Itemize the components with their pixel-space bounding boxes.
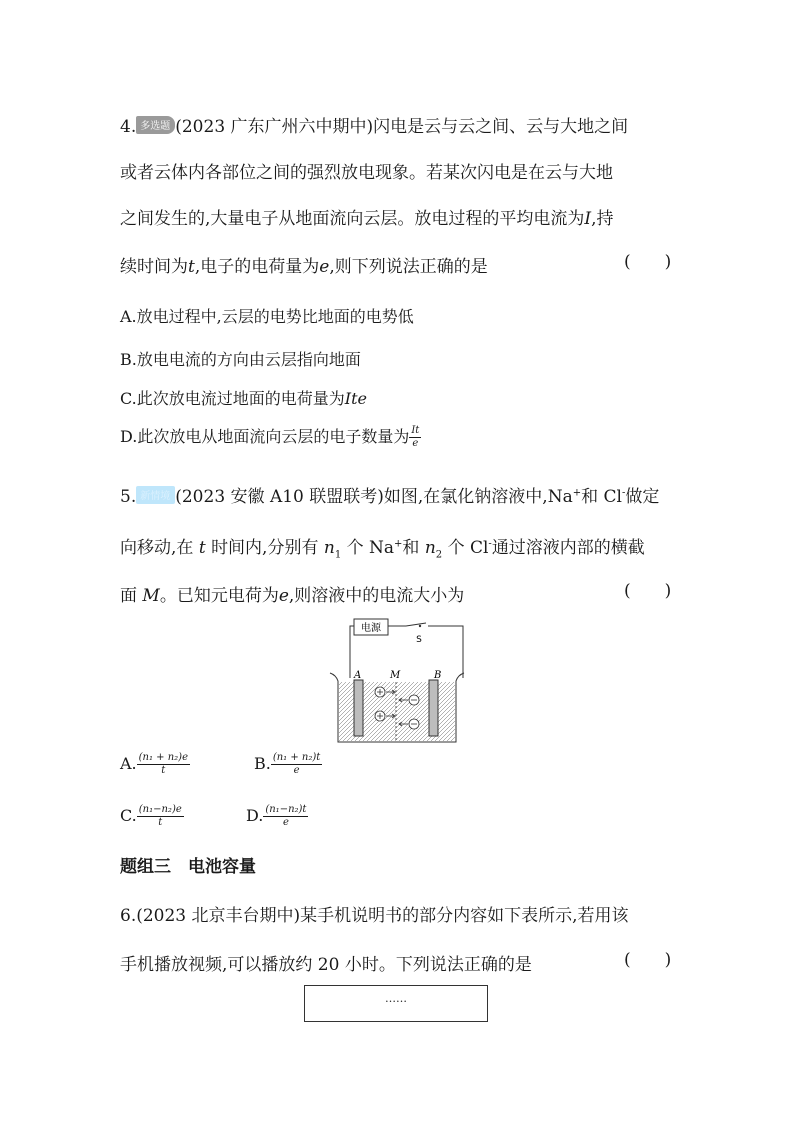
- var-M: M: [142, 586, 160, 606]
- power-label: 电源: [361, 623, 381, 634]
- q5-text: ,则溶液中的电流大小为: [288, 586, 465, 606]
- q5-text: 做定: [625, 487, 660, 507]
- q5-text: 向移动,在: [120, 538, 194, 558]
- q4-text: 续时间为: [120, 257, 188, 277]
- q5-line1: 5. 新情境 (2023 安徽 A10 联盟联考)如图,在氯化钠溶液中,Na+和 Cl-做定: [120, 487, 660, 507]
- option-prefix: B.: [254, 754, 271, 773]
- q4-answer-paren[interactable]: ( ): [624, 252, 672, 272]
- fraction: [409, 425, 421, 450]
- q5-option-d[interactable]: [246, 804, 308, 829]
- option-text: C.此次放电流过地面的电荷量为: [120, 389, 345, 408]
- q5-text: 和 Cl: [581, 487, 622, 507]
- fraction-numerator: (n₁ + n₂)e: [138, 752, 188, 763]
- table-ellipsis: ……: [385, 992, 407, 1005]
- option-prefix: C.: [120, 806, 137, 825]
- fraction-numerator: (n₁−n₂)t: [265, 804, 307, 815]
- fraction-denominator: t: [161, 765, 166, 776]
- q4-option-d[interactable]: [120, 424, 421, 450]
- q5-option-c[interactable]: [120, 804, 184, 829]
- q4-option-a[interactable]: A.放电过程中,云层的电势比地面的电势低: [120, 307, 414, 326]
- q4-text: ,则下列说法正确的是: [329, 257, 488, 277]
- q6-line2: 手机播放视频,可以播放约 20 小时。下列说法正确的是: [120, 955, 532, 975]
- electrode-b: [429, 680, 438, 736]
- q4-line4: [120, 252, 488, 277]
- q5-text: 通过溶液内部的横截: [491, 538, 645, 558]
- electrolysis-diagram: [326, 618, 466, 746]
- q5-text: 面: [120, 586, 137, 606]
- option-text: D.此次放电从地面流向云层的电子数量为: [120, 427, 410, 446]
- var-e: e: [278, 586, 289, 606]
- label-A: A: [354, 670, 362, 681]
- q5-text: 时间内,分别有: [211, 538, 319, 558]
- fraction: [263, 804, 308, 829]
- switch-label: S: [416, 635, 422, 645]
- q4-text: ,持: [591, 209, 614, 229]
- fraction-denominator: t: [158, 817, 163, 828]
- fraction: [271, 752, 322, 777]
- var-n2: n: [424, 538, 436, 558]
- option-prefix: D.: [246, 806, 264, 825]
- var-I: I: [584, 209, 592, 229]
- question-number: 4.: [120, 117, 137, 137]
- fraction-numerator: (n₁−n₂)e: [138, 804, 182, 815]
- electrode-a: [354, 680, 363, 736]
- label-M: M: [390, 670, 401, 681]
- q4-text: 之间发生的,大量电子从地面流向云层。放电过程的平均电流为: [120, 209, 585, 229]
- fraction: [137, 752, 190, 777]
- multi-choice-badge: 多选题: [136, 116, 175, 134]
- q6-line1: 6.(2023 北京丰台期中)某手机说明书的部分内容如下表所示,若用该: [120, 906, 629, 926]
- q5-line3: [120, 581, 464, 606]
- new-context-badge: 新情境: [136, 486, 175, 504]
- q4-line2: 或者云体内各部位之间的强烈放电现象。若某次闪电是在云与大地: [120, 163, 613, 183]
- var-n1: n: [323, 538, 335, 558]
- fraction-numerator: (n₁ + n₂)t: [272, 752, 321, 763]
- var-t: t: [188, 257, 195, 277]
- q4-line1: [120, 112, 628, 137]
- q5-answer-paren[interactable]: ( ): [624, 581, 672, 601]
- var-e: e: [319, 257, 330, 277]
- q5-option-a[interactable]: [120, 752, 190, 777]
- q5-line2: 向移动,在 t 时间内,分别有 $n_1$ 个 Na+和 $n_2$ 个 Cl-通过溶液内部的横截: [120, 538, 645, 561]
- q4-option-b[interactable]: B.放电电流的方向由云层指向地面: [120, 350, 361, 369]
- q4-option-c[interactable]: [120, 386, 367, 409]
- q5-text: 。已知元电荷为: [159, 586, 279, 606]
- label-B: B: [434, 670, 442, 681]
- q5-option-b[interactable]: [254, 752, 322, 777]
- question-number: 5.: [120, 487, 137, 507]
- fraction-numerator: It: [411, 425, 420, 436]
- fraction-denominator: e: [282, 817, 289, 828]
- q5-text: (2023 安徽 A10 联盟联考)如图,在氯化钠溶液中,Na: [175, 487, 573, 507]
- q6-answer-paren[interactable]: ( ): [624, 950, 672, 970]
- section-heading: 题组三 电池容量: [120, 857, 256, 877]
- q4-text: ,电子的电荷量为: [194, 257, 320, 277]
- fraction-denominator: e: [293, 765, 300, 776]
- var-t: t: [198, 538, 206, 558]
- option-prefix: A.: [120, 754, 137, 773]
- q5-text: 个 Cl: [447, 538, 489, 558]
- fraction-denominator: e: [412, 438, 419, 449]
- q4-line3: [120, 204, 614, 229]
- spec-table: [304, 985, 488, 1022]
- var-Ite: Ite: [344, 389, 367, 408]
- fraction: [137, 804, 184, 829]
- q5-text: 个 Na: [346, 538, 395, 558]
- q4-text: (2023 广东广州六中期中)闪电是云与云之间、云与大地之间: [175, 117, 629, 137]
